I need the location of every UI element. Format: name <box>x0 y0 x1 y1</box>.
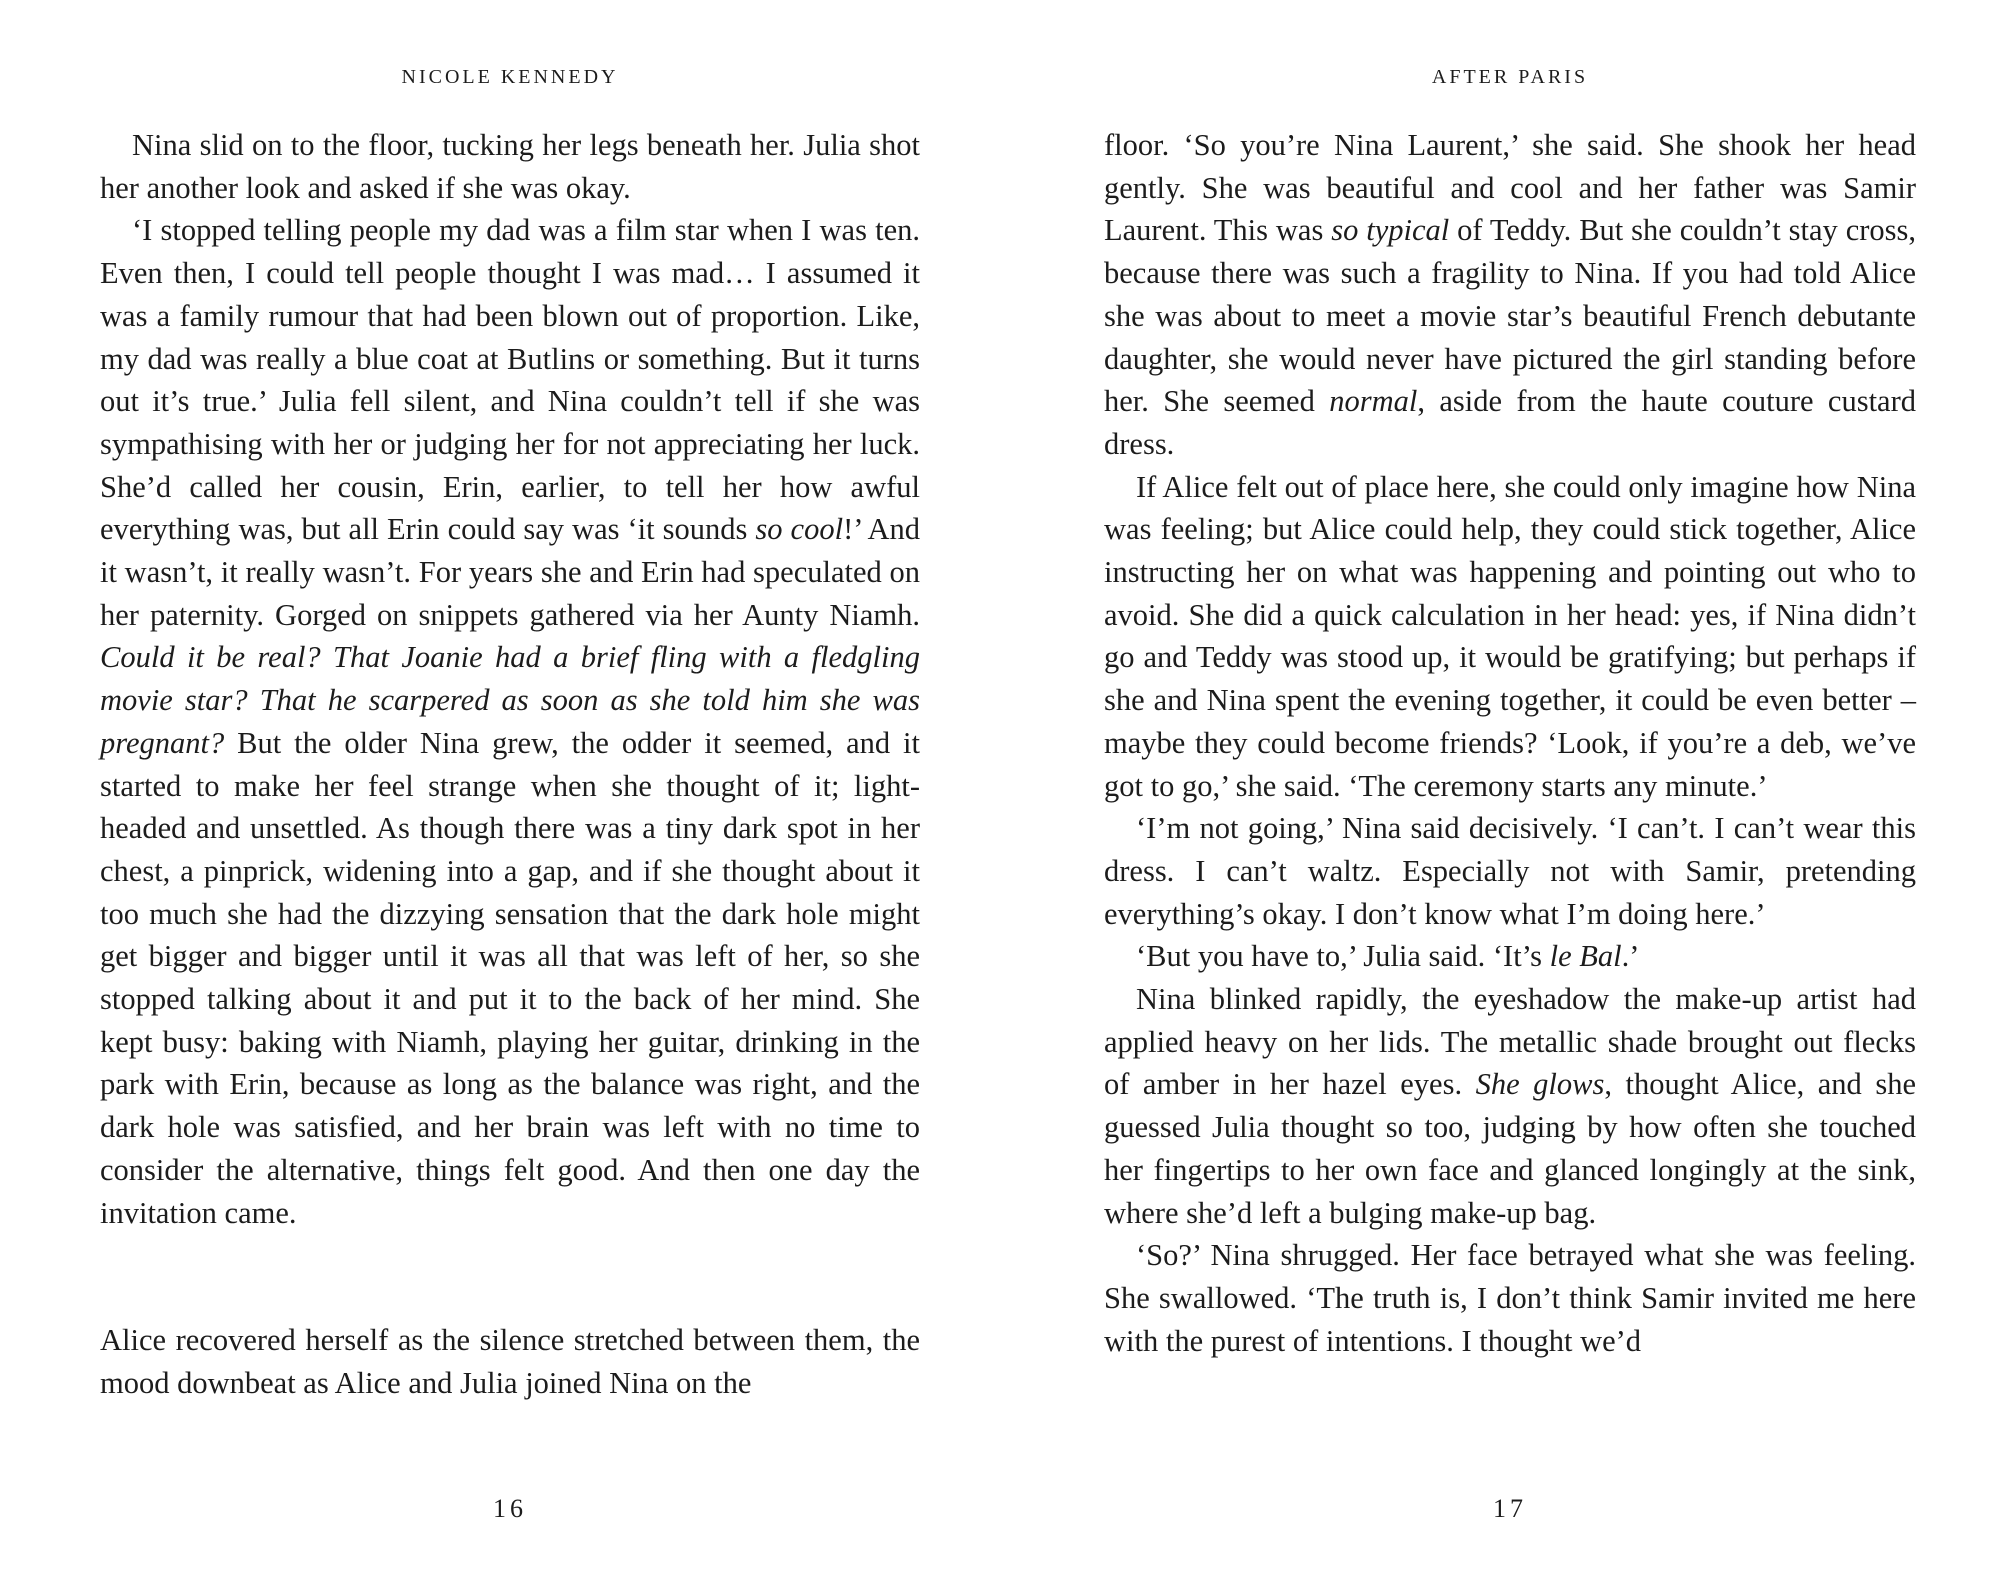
text-run: Nina blinked rapidly, the eyeshadow the make-up artist had applied heavy on her lids. The metallic shade brought out flecks of amber in her hazel eyes. <box>1104 982 1916 1102</box>
text-run: ‘I’m not going,’ Nina said decisively. ‘I can’t. I can’t wear this dress. I can’t waltz. Especially not with Samir, pretending everything’s okay. I don’t know what I’m doing here.’ <box>1104 811 1916 931</box>
paragraph <box>100 209 920 1234</box>
running-head-right: AFTER PARIS <box>1431 66 1589 88</box>
section-break <box>100 1234 920 1319</box>
paragraph <box>1104 466 1916 808</box>
paragraph <box>1104 978 1916 1234</box>
text-run: , thought Alice, and she guessed Julia thought so too, judging by how often she touched her fingertips to her own face and glanced longingly at the sink, where she’d left a bulging make-up bag. <box>1104 1067 1916 1230</box>
right-body-text <box>1104 124 1916 1362</box>
text-run: If Alice felt out of place here, she could only imagine how Nina was feeling; but Alice could help, they could stick together, Alice instructing her on what was happening and pointing out who to avoid. She did a quick calculation in her head: yes, if Nina didn’t go and Teddy was stood up, it would be gratifying; but perhaps if she and Nina spent the evening together, it could be even better – maybe they could become friends? ‘Look, if you’re a deb, we’ve got to go,’ she said. ‘The ceremony starts any minute.’ <box>1104 469 1916 803</box>
text-run: of Teddy. But she couldn’t stay cross, because there was such a fragility to Nina. If you had told Alice she was about to meet a movie star’s beautiful French debutante daughter, she would never have pictured the girl standing before her. She seemed <box>1104 213 1916 419</box>
left-page <box>100 0 920 1572</box>
text-run: Nina slid on to the floor, tucking her legs beneath her. Julia shot her another look and asked if she was okay. <box>100 128 920 205</box>
paragraph <box>1104 124 1916 466</box>
paragraph <box>1104 1234 1916 1362</box>
text-run: !’ And it wasn’t, it really wasn’t. For years she and Erin had speculated on her paternity. Gorged on snippets gathered via her Aunty Niamh. <box>100 512 920 632</box>
italic-text: She glows <box>1475 1067 1605 1102</box>
page-number-left: 16 <box>493 1494 527 1523</box>
left-body-text <box>100 124 920 1405</box>
italic-text: Could it be real? That Joanie had a brief fling with a fledgling movie star? That he scarpered as soon as she told him she was pregnant? <box>100 640 920 760</box>
paragraph <box>100 124 920 209</box>
running-head-left: NICOLE KENNEDY <box>401 66 619 88</box>
text-run: ‘So?’ Nina shrugged. Her face betrayed what she was feeling. She swallowed. ‘The truth is, I don’t think Samir invited me here with the purest of intentions. I thought we’d <box>1104 1238 1916 1358</box>
paragraph <box>1104 807 1916 935</box>
paragraph-after-break: Alice recovered herself as the silence stretched between them, the mood downbeat as Alice and Julia joined Nina on the <box>100 1323 920 1400</box>
page-number-right: 17 <box>1493 1494 1527 1523</box>
text-run: ‘But you have to,’ Julia said. ‘It’s <box>1136 939 1550 974</box>
right-page <box>1104 0 1916 1572</box>
text-run: ‘I stopped telling people my dad was a film star when I was ten. Even then, I could tell people thought I was mad… I assumed it was a family rumour that had been blown out of proportion. Like, my dad was really a blue coat at Butlins or something. But it turns out it’s true.’ Julia fell silent, and Nina couldn’t tell if she was sympathising with her or judging her for not appreciating her luck. She’d called her cousin, Erin, earlier, to tell her how awful everything was, but all Erin could say was ‘it sounds <box>100 213 920 547</box>
italic-text: normal <box>1329 384 1418 419</box>
paragraph <box>1104 935 1916 978</box>
text-run: .’ <box>1621 939 1640 974</box>
text-run: , aside from the haute couture custard dress. <box>1104 384 1917 461</box>
text-run: floor. ‘So you’re Nina Laurent,’ she said. She shook her head gently. She was beautiful and cool and her father was Samir Laurent. This was <box>1104 128 1916 248</box>
italic-text: le Bal <box>1549 939 1622 974</box>
italic-text: so typical <box>1331 213 1450 248</box>
italic-text: so cool <box>755 512 844 547</box>
text-run: But the older Nina grew, the odder it seemed, and it started to make her feel strange when she thought of it; light-headed and unsettled. As though there was a tiny dark spot in her chest, a pinprick, widening into a gap, and if she thought about it too much she had the dizzying sensation that the dark hole might get bigger and bigger until it was all that was left of her, so she stopped talking about it and put it to the back of her mind. She kept busy: baking with Niamh, playing her guitar, drinking in the park with Erin, because as long as the balance was right, and the dark hole was satisfied, and her brain was left with no time to consider the alternative, things felt good. And then one day the invitation came. <box>100 725 920 1230</box>
